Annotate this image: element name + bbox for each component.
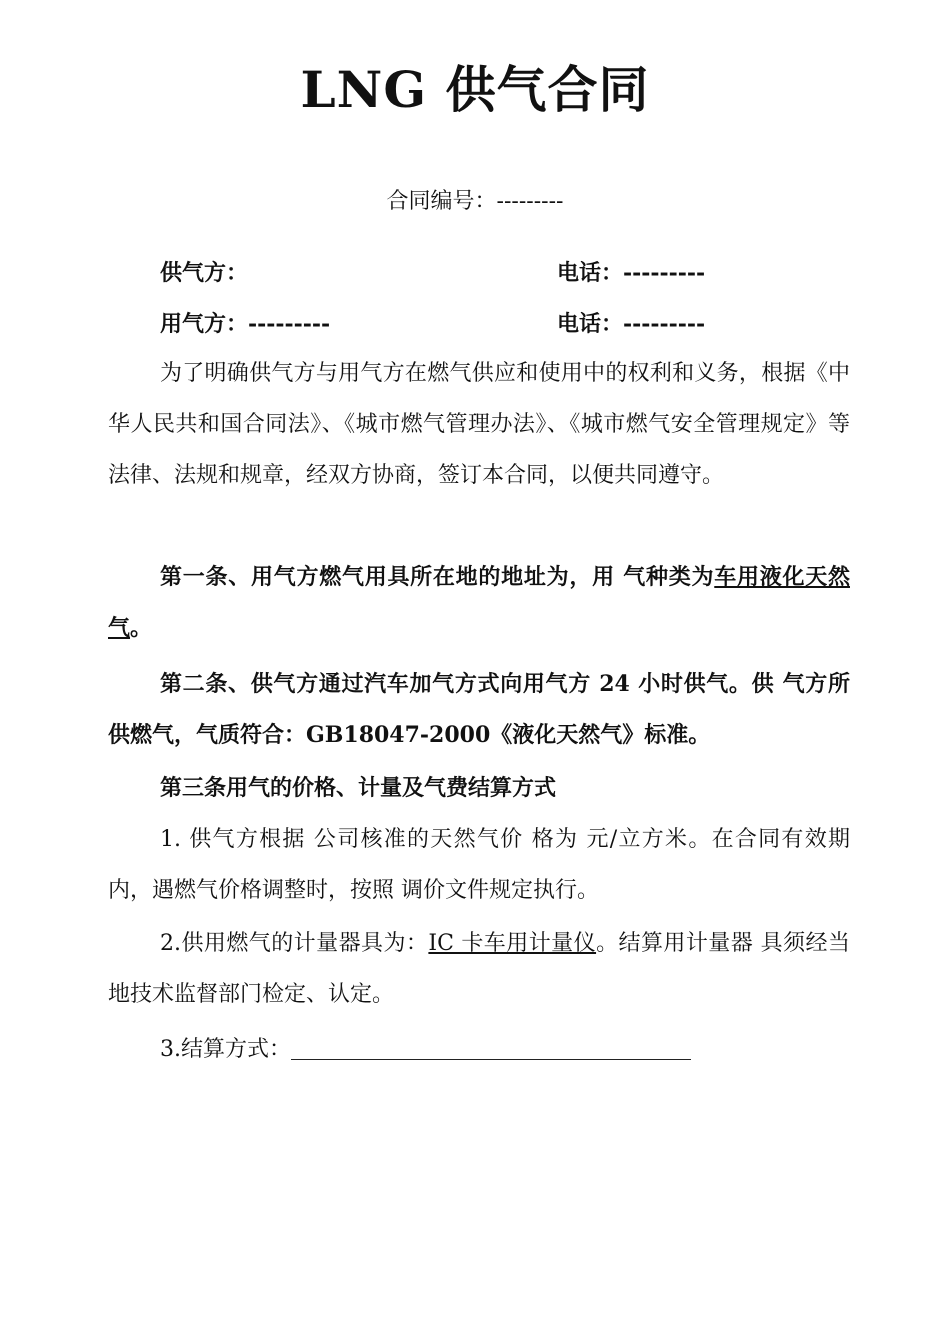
article-1-end: 。 [130,615,153,641]
article-3-item-2 [108,918,850,1020]
supplier-phone: 电话：--------- [557,260,706,286]
settlement-blank-line [291,1037,691,1060]
consumer-label: 用气方：--------- [160,311,331,337]
article-3-heading: 第三条用气的价格、计量及气费结算方式 [160,775,557,801]
item-2-end: 。结算用计量器 具须经当地技术监督部门检定、认定。 [108,931,850,1007]
article-1-gas-type: 车用液化天然气 [108,564,850,641]
article-1 [108,552,850,654]
preamble-paragraph: 为了明确供气方与用气方在燃气供应和使用中的权利和义务，根据《中华人民共和国合同法》、《城市燃气管理办法》、《城市燃气安全管理规定》等法律、法规和规章，经双方协商，签订本合同，以便共同遵守。 [108,361,850,488]
article-1-text: 第一条、用气方燃气用具所在地的地址为，用 气种类为 [160,564,715,590]
item-3-text: 3.结算方式： [160,1037,291,1062]
contract-number: 合同编号：--------- [386,189,564,214]
item-2-text: 2.供用燃气的计量器具为： [160,931,429,956]
article-3-item-1: 1. 供气方根据 公司核准的天然气价 格为 元/立方米。在合同有效期内，遇燃气价格调整时，按照 调价文件规定执行。 [108,827,850,903]
article-3-item-3 [108,1024,850,1075]
item-2-meter: IC 卡车用计量仪 [428,931,597,956]
article-2: 第二条、供气方通过汽车加气方式向用气方 24 小时供气。供 气方所供燃气，气质符合：GB18047-2000《液化天然气》标准。 [108,671,850,748]
contract-title: LNG 供气合同 [300,60,650,119]
supplier-label: 供气方： [160,260,249,286]
consumer-phone: 电话：--------- [557,311,706,337]
